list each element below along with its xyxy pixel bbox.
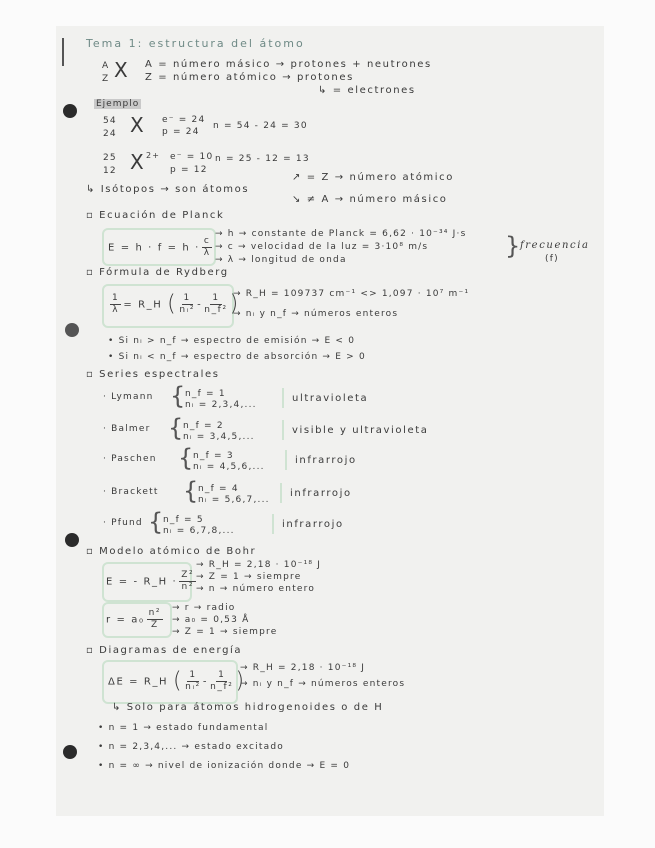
series-ni: nᵢ = 4,5,6,... — [193, 462, 265, 472]
series-ni: nᵢ = 2,3,4,... — [185, 400, 257, 410]
atomic-number: 12 — [103, 166, 117, 176]
brace-left: { — [178, 444, 194, 472]
rydberg-formula: $\frac{1}{\lambda}$ = R_H ( $\frac{1}{\text{nᵢ²}}$ - $\frac{1}{\text{n\_f²}}$ ) — [112, 291, 240, 317]
punch-hole — [63, 104, 77, 118]
electrons: e⁻ = 10 — [170, 152, 214, 162]
punch-hole — [65, 323, 79, 337]
brace-left: { — [170, 382, 186, 410]
element-symbol: X — [114, 58, 128, 82]
brace-right — [282, 420, 284, 440]
brace-right — [282, 388, 284, 408]
note-line: → Z = 1 → siempre — [196, 572, 302, 582]
note-line: ↳ = electrones — [318, 85, 416, 96]
note-line: → R_H = 2,18 · 10⁻¹⁸ J — [240, 663, 366, 673]
protons: p = 12 — [170, 165, 208, 175]
series-ni: nᵢ = 5,6,7,... — [198, 495, 270, 505]
section-heading-diagrams: ▫ Diagramas de energía — [86, 645, 243, 656]
note-line: → h → constante de Planck = 6,62 · 10⁻³⁴ J·s — [215, 229, 467, 239]
series-nf: n_f = 3 — [193, 451, 234, 461]
note-line: ↳ Solo para átomos hidrogenoides o de H — [112, 702, 384, 713]
series-region: ultravioleta — [292, 393, 369, 404]
element-symbol: X — [130, 113, 144, 137]
bullet-item: • Si nᵢ > n_f → espectro de emisión → E < 0 — [108, 336, 356, 346]
note-line: → Z = 1 → siempre — [172, 627, 278, 637]
brace-left: { — [183, 477, 199, 505]
series-name: · Pfund — [103, 518, 143, 528]
planck-formula: E = h · f = h · $\frac{c}{\lambda}$ — [108, 236, 211, 258]
brace-label: frecuencia — [520, 240, 590, 251]
series-ni: nᵢ = 6,7,8,... — [163, 526, 235, 536]
bohr-energy-formula: E = - R_H · $\frac{\text{Z²}}{\text{n²}}$ — [106, 570, 195, 592]
brace-left: { — [168, 414, 184, 442]
margin-bar — [62, 38, 64, 66]
bullet-item: • n = 2,3,4,... → estado excitado — [98, 742, 284, 752]
note-line: → R_H = 109737 cm⁻¹ <> 1,097 · 10⁷ m⁻¹ — [233, 289, 470, 299]
series-nf: n_f = 4 — [198, 484, 239, 494]
series-nf: n_f = 1 — [185, 389, 226, 399]
series-nf: n_f = 2 — [183, 421, 224, 431]
bullet-item: • n = ∞ → nivel de ionización donde → E = 0 — [98, 761, 351, 771]
atomic-number-symbol: Z — [102, 74, 110, 84]
note-line: → r → radio — [172, 603, 236, 613]
brace: } — [505, 232, 521, 260]
note-line: → nᵢ y n_f → números enteros — [240, 679, 406, 689]
section-heading-rydberg: ▫ Fórmula de Rydberg — [86, 267, 229, 278]
note-line: → λ → longitud de onda — [215, 255, 347, 265]
brace-sublabel: (f) — [545, 254, 559, 264]
series-region: visible y ultravioleta — [292, 425, 429, 436]
mass-number: 25 — [103, 153, 117, 163]
series-nf: n_f = 5 — [163, 515, 204, 525]
note-line: A = número másico → protones + neutrones — [145, 59, 432, 70]
example-label: Ejemplo — [96, 99, 140, 109]
punch-hole — [63, 745, 77, 759]
note-line: → R_H = 2,18 · 10⁻¹⁸ J — [196, 560, 322, 570]
section-heading-bohr: ▫ Modelo atómico de Bohr — [86, 546, 257, 557]
series-region: infrarrojo — [282, 519, 344, 530]
note-line: → nᵢ y n_f → números enteros — [233, 309, 399, 319]
bullet-item: • Si nᵢ < n_f → espectro de absorción → E > 0 — [108, 352, 366, 362]
series-name: · Brackett — [103, 487, 159, 497]
note-line: Z = número atómico → protones — [145, 72, 354, 83]
section-heading-series: ▫ Series espectrales — [86, 369, 220, 380]
brace-right — [272, 514, 274, 534]
note-line: → a₀ = 0,53 Å — [172, 615, 250, 625]
brace-right — [280, 483, 282, 503]
series-name: · Lymann — [103, 392, 154, 402]
bullet-item: • n = 1 → estado fundamental — [98, 723, 269, 733]
electrons: e⁻ = 24 — [162, 115, 206, 125]
brace-right — [285, 450, 287, 470]
neutrons: n = 25 - 12 = 13 — [215, 154, 310, 164]
brace-left: { — [148, 508, 164, 536]
series-ni: nᵢ = 3,4,5,... — [183, 432, 255, 442]
series-region: infrarrojo — [290, 488, 352, 499]
series-name: · Paschen — [103, 454, 157, 464]
neutrons: n = 54 - 24 = 30 — [213, 121, 308, 131]
element-symbol: X — [130, 150, 144, 174]
isotopes-same: ↗ = Z → número atómico — [292, 172, 454, 183]
page-title: Tema 1: estructura del átomo — [86, 37, 305, 50]
isotopes-diff: ↘ ≠ A → número másico — [292, 194, 448, 205]
series-name: · Balmer — [103, 424, 151, 434]
section-heading-planck: ▫ Ecuación de Planck — [86, 210, 225, 221]
atomic-number: 24 — [103, 129, 117, 139]
mass-number-symbol: A — [102, 61, 110, 71]
note-line: → c → velocidad de la luz = 3·10⁸ m/s — [215, 242, 429, 252]
ion-charge: 2+ — [146, 151, 161, 160]
bohr-radius-formula: r = a₀ $\frac{\text{n²}}{Z}$ — [106, 608, 162, 630]
series-region: infrarrojo — [295, 455, 357, 466]
note-line: → n → número entero — [196, 584, 316, 594]
isotopes-line: ↳ Isótopos → son átomos — [86, 184, 250, 195]
mass-number: 54 — [103, 116, 117, 126]
protons: p = 24 — [162, 127, 200, 137]
punch-hole — [65, 533, 79, 547]
energy-diagram-formula: ΔE = R_H ( $\frac{1}{\text{nᵢ²}}$ - $\frac{1}{\text{n\_f²}}$ ) — [108, 668, 246, 694]
